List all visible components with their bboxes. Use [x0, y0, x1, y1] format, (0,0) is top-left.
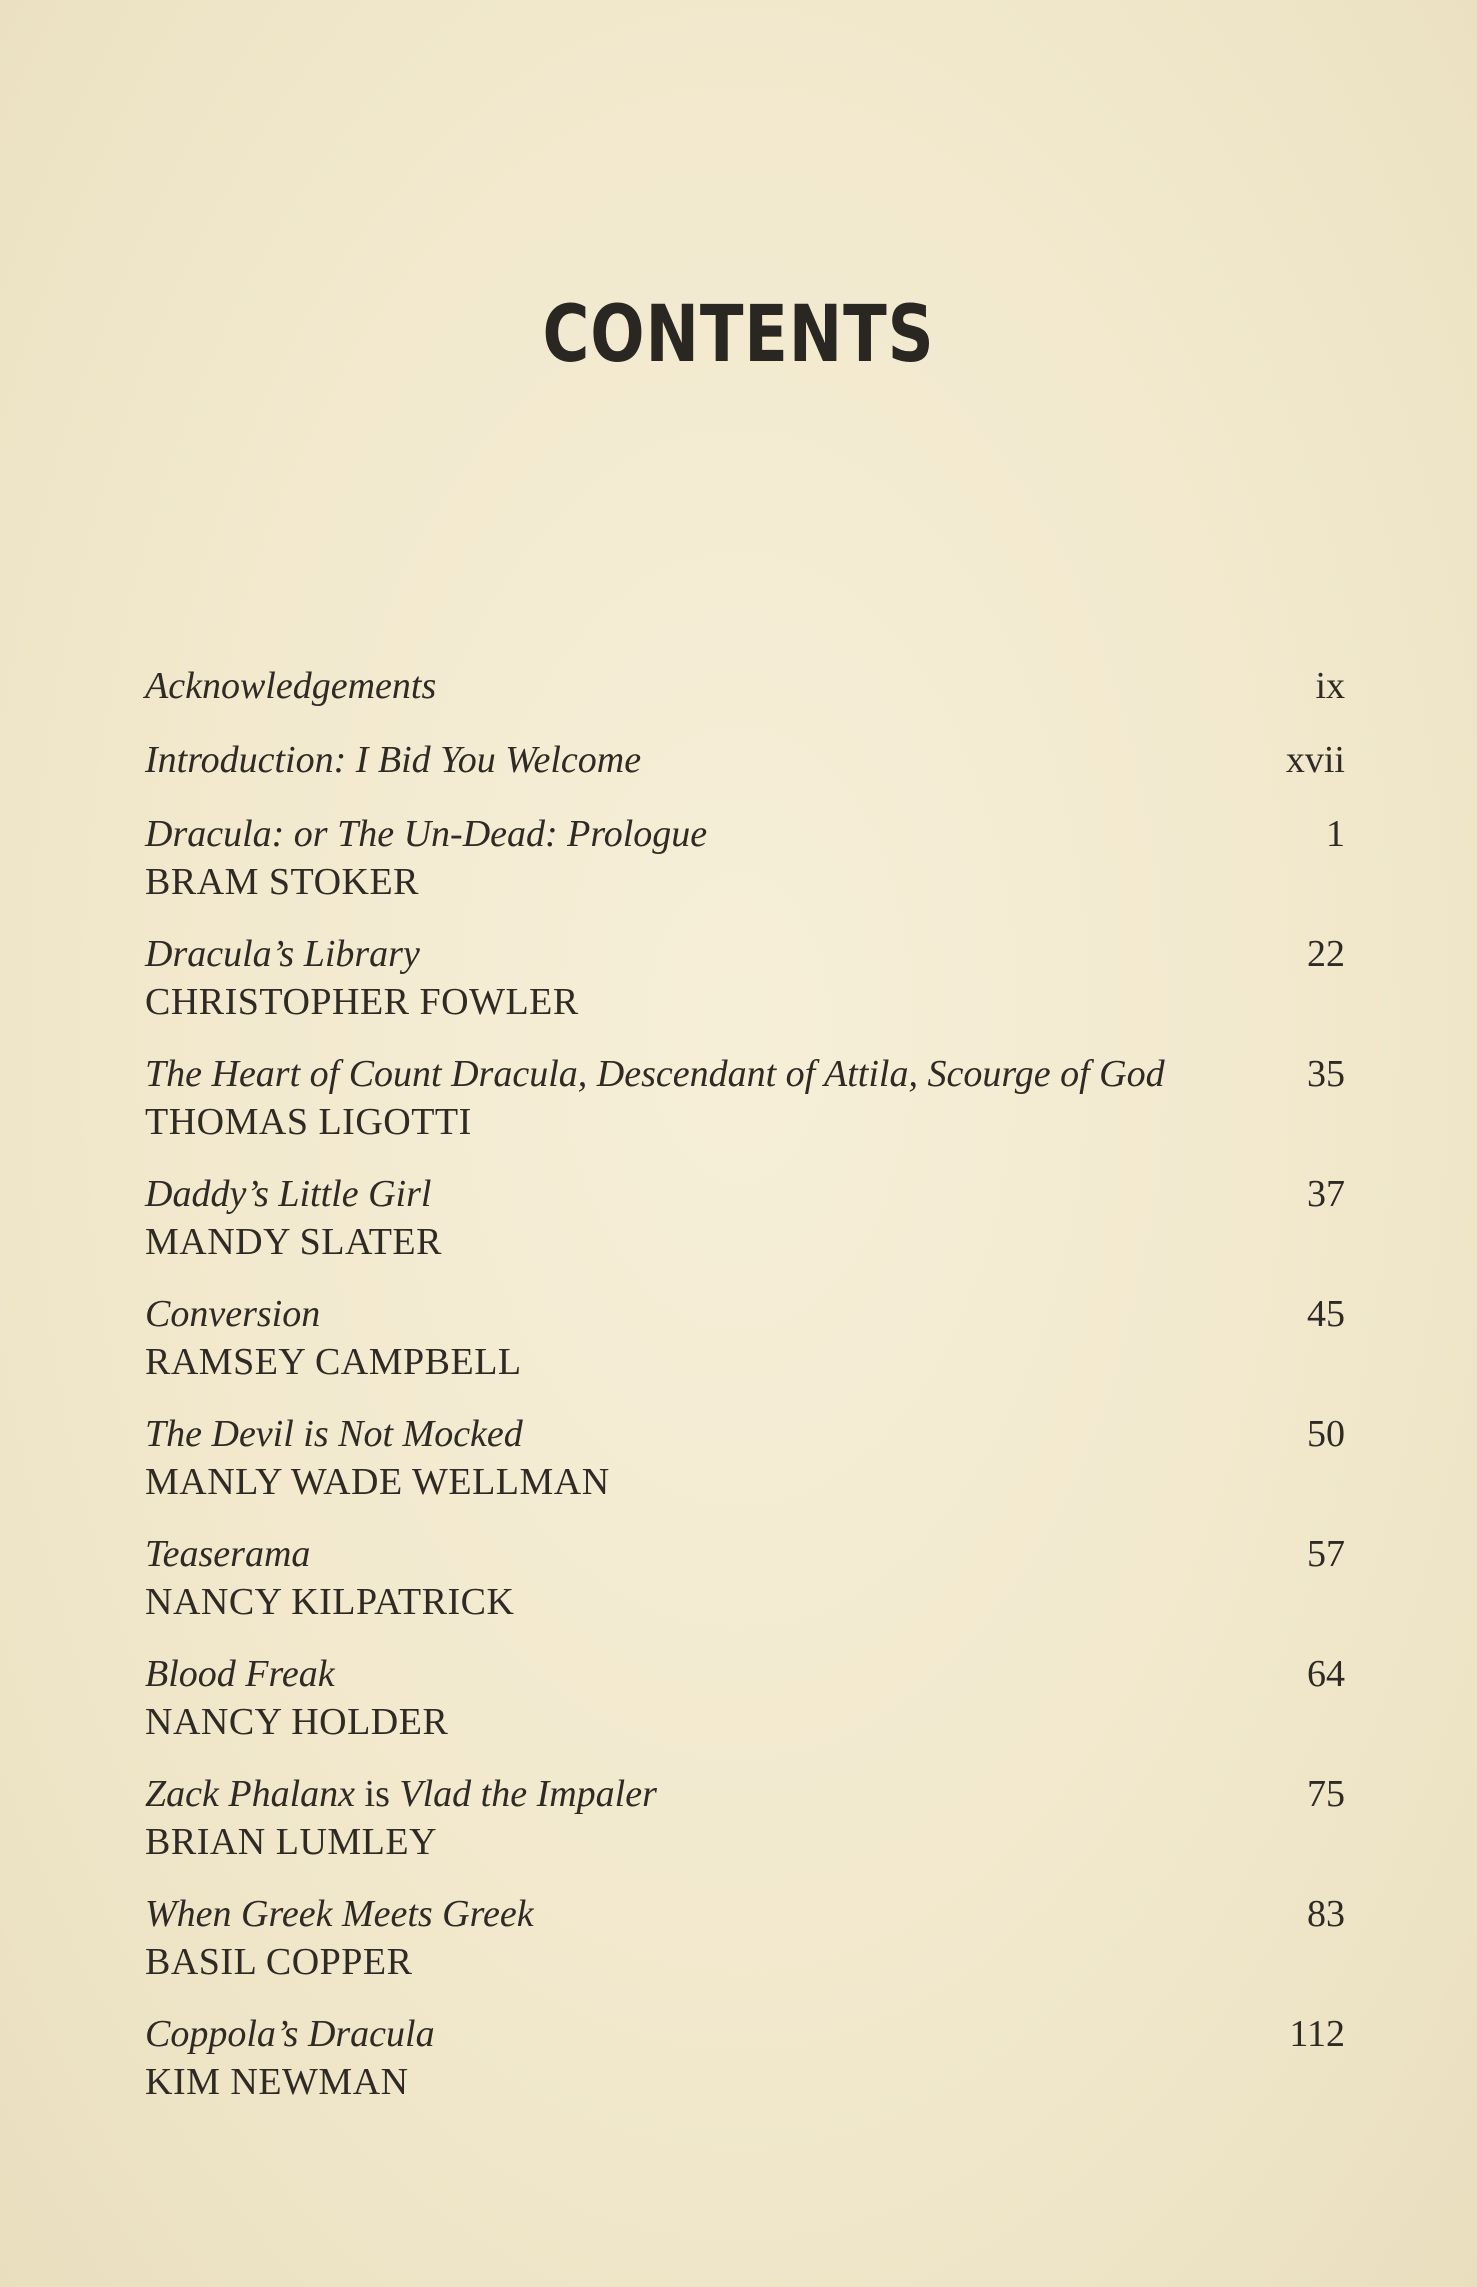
entry-page-number: xvii: [1285, 739, 1345, 781]
entry-title: Acknowledgements: [145, 665, 437, 707]
contents-heading: CONTENTS: [542, 290, 935, 380]
entry-title: When Greek Meets Greek: [145, 1893, 534, 1935]
entry-title-part: Vlad the Impaler: [399, 1773, 657, 1815]
entry-page-number: 112: [1289, 2013, 1345, 2055]
toc-entry: [145, 1290, 1345, 1386]
toc-entry: [145, 930, 1345, 1026]
entry-title: Blood Freak: [145, 1653, 335, 1695]
toc-entry: [145, 810, 1345, 906]
entry-title: Dracula: or The Un-Dead: Prologue: [145, 813, 708, 855]
entry-page-number: ix: [1315, 665, 1345, 707]
toc-entry: [145, 1530, 1345, 1626]
entry-title: [145, 1770, 1345, 1818]
entry-page-number: 45: [1307, 1293, 1345, 1335]
entry-author: BASIL COPPER: [145, 1941, 413, 1983]
entry-author: BRIAN LUMLEY: [145, 1821, 438, 1863]
entry-author: THOMAS LIGOTTI: [145, 1101, 472, 1143]
entry-page-number: 75: [1307, 1773, 1345, 1815]
entry-title: Conversion: [145, 1293, 321, 1335]
toc-entry: [145, 1050, 1345, 1146]
toc-entry: [145, 2010, 1345, 2106]
entry-page-number: 83: [1307, 1893, 1345, 1935]
entry-page-number: 22: [1307, 933, 1345, 975]
entry-author: KIM NEWMAN: [145, 2061, 409, 2103]
entry-title: Teaserama: [145, 1533, 311, 1575]
entry-title-part: Zack Phalanx: [145, 1773, 356, 1815]
entry-title: The Devil is Not Mocked: [145, 1413, 523, 1455]
entry-author: MANDY SLATER: [145, 1221, 442, 1263]
entry-page-number: 37: [1307, 1173, 1345, 1215]
entry-page-number: 50: [1307, 1413, 1345, 1455]
entry-page-number: 1: [1326, 813, 1345, 855]
entry-title: Dracula’s Library: [145, 933, 420, 975]
entry-author: CHRISTOPHER FOWLER: [145, 981, 579, 1023]
toc-entry: [145, 1890, 1345, 1986]
toc-entry-introduction: [145, 736, 1345, 784]
toc-entry: [145, 1650, 1345, 1746]
entry-title: Introduction: I Bid You Welcome: [145, 739, 642, 781]
entry-title-connector: is: [355, 1773, 400, 1815]
entry-page-number: 35: [1307, 1053, 1345, 1095]
entry-title: Daddy’s Little Girl: [145, 1173, 432, 1215]
entry-page-number: 64: [1307, 1653, 1345, 1695]
table-of-contents: [145, 662, 1345, 2130]
entry-page-number: 57: [1307, 1533, 1345, 1575]
toc-entry-acknowledgements: [145, 662, 1345, 710]
entry-author: RAMSEY CAMPBELL: [145, 1341, 522, 1383]
entry-title: The Heart of Count Dracula, Descendant of Attila, Scourge of God: [145, 1053, 1165, 1095]
entry-author: NANCY HOLDER: [145, 1701, 449, 1743]
entry-author: NANCY KILPATRICK: [145, 1581, 515, 1623]
toc-entry: [145, 1770, 1345, 1866]
toc-entry: [145, 1410, 1345, 1506]
entry-title: Coppola’s Dracula: [145, 2013, 435, 2055]
entry-author: BRAM STOKER: [145, 861, 420, 903]
toc-entry: [145, 1170, 1345, 1266]
entry-author: MANLY WADE WELLMAN: [145, 1461, 610, 1503]
